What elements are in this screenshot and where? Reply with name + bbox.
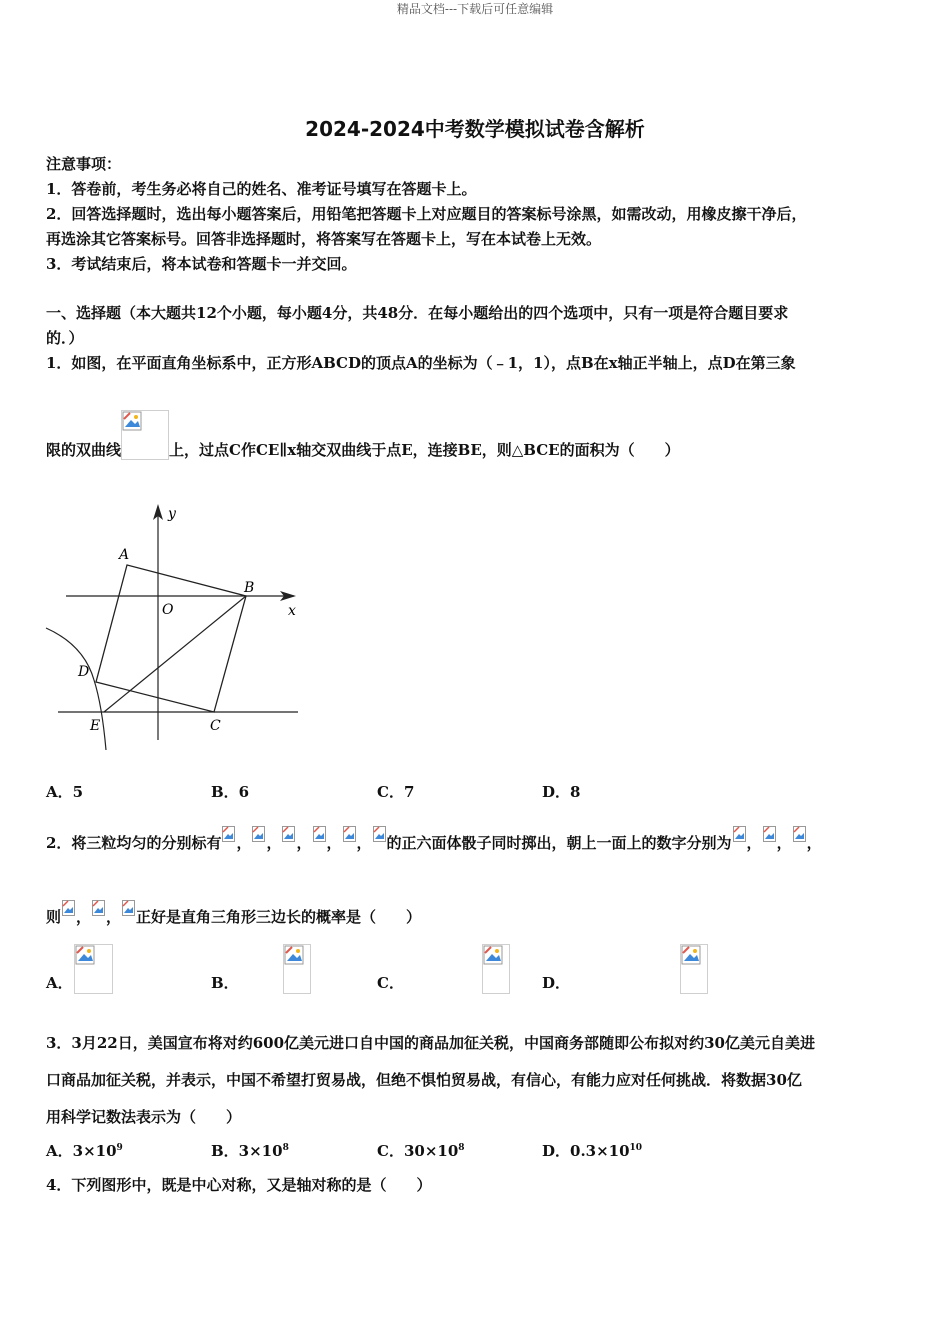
q2-option-b <box>211 972 239 993</box>
label-a: A <box>119 547 130 563</box>
broken-image-icon <box>252 826 265 842</box>
q2-option-a-label: A． <box>46 974 73 992</box>
q4-line1: 4．下列图形中，既是中心对称，又是轴对称的是（ ） <box>46 1176 432 1194</box>
q3-line2: 口商品加征关税，并表示，中国不希望打贸易战，但绝不惧怕贸易战，有信心，有能力应对任何挑战．将数据30亿 <box>46 1071 802 1089</box>
broken-image-icon <box>313 826 326 842</box>
broken-image-icon <box>373 826 386 842</box>
label-y: y <box>168 506 176 522</box>
broken-image-icon <box>121 410 169 460</box>
q3-option-d-label: D．0.3×10 <box>542 1142 630 1160</box>
q2-option-a <box>46 972 73 993</box>
q3-option-d-exp: 10 <box>629 1143 643 1153</box>
q1-option-b: B．6 <box>211 783 250 801</box>
q1-option-a: A．5 <box>46 783 84 801</box>
broken-image-icon <box>283 944 311 994</box>
label-e: E <box>90 718 101 734</box>
broken-image-icon <box>282 826 295 842</box>
label-x: x <box>288 603 296 619</box>
comma: ， <box>76 908 92 926</box>
broken-image-icon <box>92 900 105 916</box>
q1-option-c: C．7 <box>377 783 415 801</box>
q2-line2 <box>46 900 421 927</box>
comma: ， <box>326 834 342 852</box>
broken-image-icon <box>763 826 776 842</box>
notice-item-1: 1．答卷前，考生务必将自己的姓名、准考证号填写在答题卡上。 <box>46 180 477 198</box>
q1-line2-post: 上，过点C作CE∥x轴交双曲线于点E，连接BE，则△BCE的面积为（ ） <box>169 441 680 459</box>
line-be <box>104 596 246 712</box>
notice-item-3: 3．考试结束后，将本试卷和答题卡一并交回。 <box>46 255 357 273</box>
comma: ， <box>776 834 792 852</box>
notice-item-2: 2．回答选择题时，选出每小题答案后，用铅笔把答题卡上对应题目的答案标号涂黑，如需改动，用橡皮擦干净后， <box>46 205 807 223</box>
notice-heading: 注意事项： <box>46 155 122 173</box>
q3-option-a-label: A．3×10 <box>46 1142 117 1160</box>
comma: ， <box>746 834 762 852</box>
broken-image-icon <box>733 826 746 842</box>
q3-option-b <box>211 1140 289 1161</box>
q2-line2-post: 正好是直角三角形三边长的概率是（ ） <box>136 908 422 926</box>
label-o: O <box>162 602 174 618</box>
q2-line2-pre: 则 <box>46 908 62 926</box>
broken-image-icon <box>482 944 510 994</box>
q3-line1: 3．3月22日，美国宣布将对约600亿美元进口自中国的商品加征关税，中国商务部随即公布拟对约30亿美元自美进 <box>46 1034 815 1052</box>
section-heading-cont: 的．） <box>46 329 84 347</box>
q1-line1: 1．如图，在平面直角坐标系中，正方形ABCD的顶点A的坐标为（﹣1，1），点B在x轴正半轴上，点D在第三象 <box>46 354 796 372</box>
notice-item-2-cont: 再选涂其它答案标号。回答非选择题时，将答案写在答题卡上，写在本试卷上无效。 <box>46 230 602 248</box>
page-header: 精品文档---下载后可任意编辑 <box>396 2 554 16</box>
square-abcd <box>96 565 246 712</box>
q2-line1-mid: 的正六面体骰子同时掷出，朝上一面上的数字分别为 <box>386 834 732 852</box>
page-title: 2024-2024中考数学模拟试卷含解析 <box>305 117 645 141</box>
q1-line2 <box>46 410 680 460</box>
broken-image-icon <box>74 944 113 994</box>
q3-line3: 用科学记数法表示为（ ） <box>46 1108 242 1126</box>
q2-line1-pre: 2．将三粒均匀的分别标有 <box>46 834 222 852</box>
section-heading: 一、选择题（本大题共12个小题，每小题4分，共48分．在每小题给出的四个选项中，只有一项是符合题目要求 <box>46 304 789 322</box>
comma: ， <box>106 908 122 926</box>
broken-image-icon <box>793 826 806 842</box>
comma: ， <box>296 834 312 852</box>
broken-image-icon <box>680 944 708 994</box>
q1-option-d: D．8 <box>542 783 581 801</box>
label-b: B <box>244 580 255 596</box>
q3-option-c <box>377 1140 465 1161</box>
q3-option-b-label: B．3×10 <box>211 1142 283 1160</box>
q2-option-d <box>542 972 570 993</box>
q2-option-c <box>377 972 404 993</box>
q3-option-d <box>542 1140 642 1161</box>
broken-image-icon <box>62 900 75 916</box>
q3-option-a <box>46 1140 123 1161</box>
q3-option-b-exp: 8 <box>282 1143 289 1153</box>
comma: ， <box>806 834 822 852</box>
label-d: D <box>78 664 90 680</box>
q2-option-c-label: C． <box>377 974 404 992</box>
q3-option-c-exp: 8 <box>458 1143 465 1153</box>
broken-image-icon <box>343 826 356 842</box>
q3-option-c-label: C．30×10 <box>377 1142 459 1160</box>
comma: ， <box>356 834 372 852</box>
broken-image-icon <box>122 900 135 916</box>
q1-line2-pre: 限的双曲线 <box>46 441 122 459</box>
comma: ， <box>236 834 252 852</box>
q2-line1 <box>46 826 822 853</box>
q2-option-b-label: B． <box>211 974 239 992</box>
comma: ， <box>266 834 282 852</box>
broken-image-icon <box>222 826 235 842</box>
q3-option-a-exp: 9 <box>116 1143 123 1153</box>
q1-figure <box>44 500 306 750</box>
q2-option-d-label: D． <box>542 974 571 992</box>
label-c: C <box>210 718 221 734</box>
